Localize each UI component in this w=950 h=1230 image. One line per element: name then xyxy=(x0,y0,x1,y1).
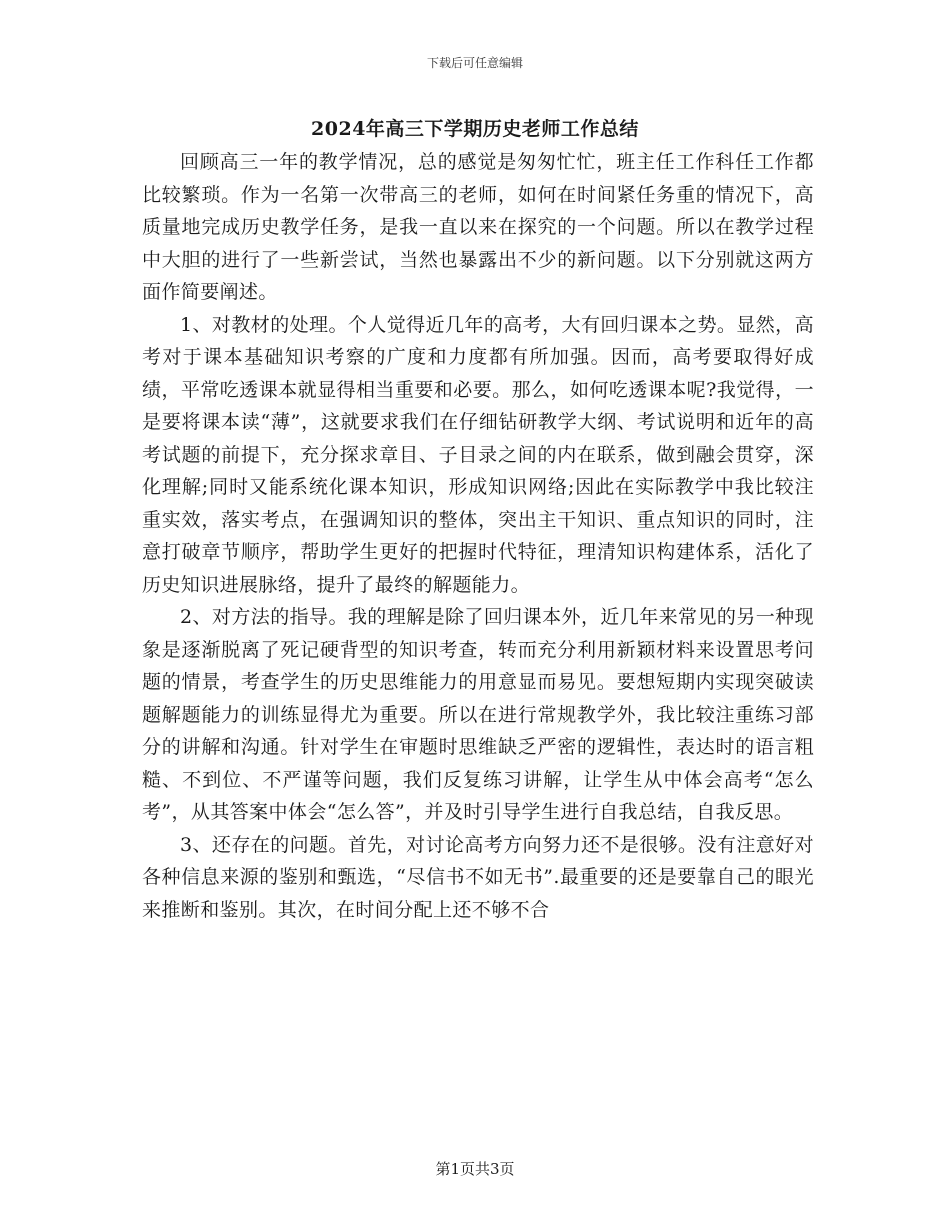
paragraph-intro: 回顾高三一年的教学情况，总的感觉是匆匆忙忙，班主任工作科任工作都比较繁琐。作为一名第一次带高三的老师，如何在时间紧任务重的情况下，高质量地完成历史教学任务，是我一直以来在探究的一个问题。所以在教学过程中大胆的进行了一些新尝试，当然也暴露出不少的新问题。以下分别就这两方面作简要阐述。 xyxy=(142,151,814,303)
paragraph-textbook-handling: 1、对教材的处理。个人觉得近几年的高考，大有回归课本之势。显然，高考对于课本基础知识考察的广度和力度都有所加强。因而，高考要取得好成绩，平常吃透课本就显得相当重要和必要。那么，如何吃透课本呢?我觉得，一是要将课本读“薄”，这就要求我们在仔细钻研教学大纲、考试说明和近年的高考试题的前提下，充分探求章目、子目录之间的内在联系，做到融会贯穿，深化理解;同时又能系统化课本知识，形成知识网络;因此在实际教学中我比较注重实效，落实考点，在强调知识的整体，突出主干知识、重点知识的同时，注意打破章节顺序，帮助学生更好的把握时代特征，理清知识构建体系，活化了历史知识进展脉络，提升了最终的解题能力。 xyxy=(142,313,814,596)
header-note: 下载后可任意编辑 xyxy=(426,56,523,70)
paragraph-existing-problems: 3、还存在的问题。首先，对讨论高考方向努力还不是很够。没有注意好对各种信息来源的鉴别和甄选，“尽信书不如无书”.最重要的还是要靠自己的眼光来推断和鉴别。其次，在时间分配上还不够不合 xyxy=(142,833,814,921)
document-title: 2024年高三下学期历史老师工作总结 xyxy=(311,118,639,140)
document-body xyxy=(142,146,814,926)
page-number: 第1页共3页 xyxy=(435,1160,515,1178)
paragraph-method-guidance: 2、对方法的指导。我的理解是除了回归课本外，近几年来常见的另一种现象是逐渐脱离了死记硬背型的知识考查，转而充分利用新颖材料来设置思考问题的情景，考查学生的历史思维能力的用意显而易见。要想短期内实现突破读题解题能力的训练显得尤为重要。所以在进行常规教学外，我比较注重练习部分的讲解和沟通。针对学生在审题时思维缺乏严密的逻辑性，表达时的语言粗糙、不到位、不严谨等问题，我们反复练习讲解，让学生从中体会高考“怎么考”，从其答案中体会“怎么答”，并及时引导学生进行自我总结，自我反思。 xyxy=(142,606,814,823)
